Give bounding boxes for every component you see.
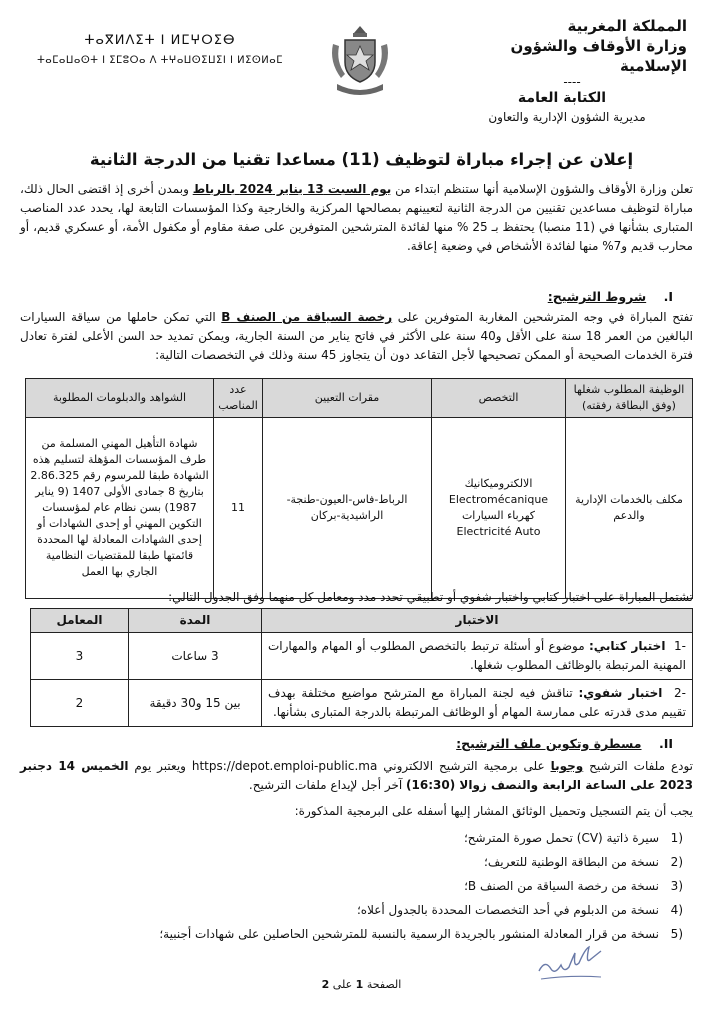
- item-text: نسخة من الدبلوم في أحد التخصصات المحددة بالجدول أعلاه؛: [356, 903, 659, 917]
- table-row: [26, 418, 693, 599]
- item-text: نسخة من البطاقة الوطنية للتعريف؛: [484, 855, 659, 869]
- documents-list: [63, 826, 683, 946]
- conditions-paragraph: [20, 308, 693, 365]
- item-text: نسخة من رخصة السياقة من الصنف B؛: [464, 879, 659, 893]
- license-requirement: رخصة السياقة من الصنف B: [221, 310, 393, 324]
- header-exam: الاختبار: [262, 609, 693, 633]
- table-row: [31, 633, 693, 680]
- application-text-1: تودع ملفات الترشيح: [583, 759, 694, 773]
- specialty-fr-2: Electricité Auto: [456, 525, 541, 538]
- header-duration: المدة: [129, 609, 262, 633]
- header-job: [566, 379, 693, 418]
- exam-oral: [262, 680, 693, 727]
- section-1-number: I.: [663, 289, 673, 304]
- list-item: [63, 922, 683, 946]
- application-paragraph: [20, 757, 693, 795]
- header-diplomas: الشواهد والدبلومات المطلوبة: [26, 379, 214, 418]
- list-item: [63, 874, 683, 898]
- item-number: (5: [670, 927, 683, 941]
- application-url[interactable]: https://depot.emploi-public.ma: [191, 759, 378, 773]
- positions-table: [25, 378, 693, 599]
- header-dashes: ----: [563, 75, 581, 89]
- header-specialty: التخصص: [432, 379, 566, 418]
- exam-description: موضوع أو أسئلة ترتبط بالتخصص المطلوب أو المهام والمهارات المهنية المرتبطة بالوظائف المطلوب شغلها.: [268, 639, 686, 672]
- header-job-label: الوظيفة المطلوب شغلها: [573, 383, 685, 396]
- specialty-ar-1: الالكتروميكانيك: [464, 477, 533, 490]
- list-item: [63, 826, 683, 850]
- mandatory-word: وجوبا: [550, 759, 584, 773]
- exam-table: [30, 608, 693, 727]
- tifinagh-kingdom: ⵜⴰⴳⵍⴷⵉⵜ ⵏ ⵍⵎⵖⵔⵉⴱ: [84, 33, 236, 48]
- exam-table-header: [31, 609, 693, 633]
- intro-text-1: تعلن وزارة الأوقاف والشؤون الإسلامية أنها ستنظم ابتداء من: [391, 182, 693, 196]
- item-number: (3: [670, 879, 683, 893]
- section-1-title: شروط الترشيح:: [547, 289, 647, 304]
- section-2-number: II.: [658, 736, 673, 751]
- conditions-text-1: تفتح المباراة في وجه المترشحين المغاربة المتوفرين على: [392, 310, 693, 324]
- required-docs-intro: يجب أن يتم التسجيل وتحميل الوثائق المشار إليها أسفله على البرمجية المذكورة:: [294, 804, 693, 818]
- deadline: الخميس 14 دجنبر 2023 على الساعة الرابعة والنصف زوالا (16:30): [20, 759, 693, 792]
- ministry-name: وزارة الأوقاف والشؤون الإسلامية: [510, 37, 687, 75]
- intro-paragraph: [20, 180, 693, 256]
- application-text-2: على برمجية الترشيح الالكتروني: [377, 759, 551, 773]
- item-number: (2: [670, 855, 683, 869]
- footer-label: الصفحة: [366, 978, 402, 991]
- header-coef: المعامل: [31, 609, 129, 633]
- cell-job: مكلف بالخدمات الإدارية والدعم: [566, 418, 693, 599]
- announcement-title: إعلان عن إجراء مباراة لتوظيف (11) مساعدا تقنيا من الدرجة الثانية: [89, 150, 634, 169]
- exam-description: تناقش فيه لجنة المباراة مع المترشح مواضيع مختلفة بهدف تقييم مدى قدرته على ممارسة المهام أو الوظائف المرتبطة بالدرجة المتبارى بشأنها.: [268, 686, 686, 719]
- item-text: نسخة من قرار المعادلة المنشور بالجريدة الرسمية بالنسبة للمترشحين الحاصلين على شهادات أجنبية؛: [159, 927, 659, 941]
- exam-label: اختبار شفوي:: [578, 686, 663, 700]
- exam-coef: 3: [31, 633, 129, 680]
- list-item: [63, 898, 683, 922]
- table-row: [31, 680, 693, 727]
- header-tifinagh: [30, 30, 290, 70]
- secretariat-name: الكتابة العامة: [517, 90, 607, 106]
- kingdom-name: المملكة المغربية: [567, 17, 687, 35]
- exam-written: [262, 633, 693, 680]
- exam-duration: بين 15 و30 دقيقة: [129, 680, 262, 727]
- item-number: (4: [670, 903, 683, 917]
- header-arabic: [447, 16, 687, 126]
- cell-specialty: [432, 418, 566, 599]
- royal-emblem-icon: [325, 22, 395, 98]
- specialty-ar-2: كهرباء السيارات: [461, 509, 536, 522]
- header-job-note: (وفق البطاقة رفقته): [582, 399, 676, 412]
- footer-total: 2: [321, 978, 330, 991]
- header-count: عدد المناصب: [214, 379, 263, 418]
- directorate-name: مديرية الشؤون الإدارية والتعاون: [488, 110, 646, 124]
- section-1-heading: [548, 287, 673, 307]
- section-2-title: مسطرة وتكوين ملف الترشيح:: [456, 736, 642, 751]
- specialty-fr-1: Electromécanique: [448, 493, 549, 506]
- conditions-text-2: التي تمكن حاملها من سياقة السيارات البالغين من العمر 18 سنة على الأقل و40 سنة على الأكثر في فاتح يناير من السنة الجارية، ويمكن تمديد حد السن الأعلى لفترة تعادل فترة الخدمات الصحيحة أو الممكن تصحيحها لأجل التقاعد دون أن يتجاوز 45 سنة وذلك في التخصصات التالية:: [20, 310, 693, 362]
- intro-date: يوم السبت 13 يناير 2024 بالرباط: [192, 182, 392, 196]
- header-locations: مقرات التعيين: [263, 379, 432, 418]
- item-number: (1: [670, 831, 683, 845]
- cell-count: 11: [214, 418, 263, 599]
- positions-table-header: [26, 379, 693, 418]
- intro-text-2: وبمدن أخرى إذ اقتضى الحال ذلك، مباراة لتوظيف مساعدين تقنيين من الدرجة الثانية لتعيينهم بمصالحها المركزية والخارجية وكذا المؤسسات التابعة لها، يحدد عدد المناصب المتبارى بشأنها في (11 منصبا) يحتفظ بـ 25 % منها لفائدة المترشحين المتوفرين على صفة مقاوم أو مكفول الأمة، أو عسكري قديم، أو محارب قديم و7% منها لفائدة الأشخاص في وضعية إعاقة.: [19, 182, 694, 253]
- footer-page: 1: [355, 978, 364, 991]
- section-2-heading: [456, 734, 673, 754]
- item-text: سيرة ذاتية (CV) تحمل صورة المترشح؛: [463, 831, 659, 845]
- tifinagh-ministry: ⵜⴰⵎⴰⵡⴰⵙⵜ ⵏ ⵉⵎⵓⵔⴰ ⴷ ⵜⵖⴰⵡⵙⵉⵡⵉⵏ ⵏ ⵍⵉⵙⵍⴰⵎ: [37, 55, 283, 66]
- page-footer: [0, 978, 723, 991]
- cell-locations: الرباط-فاس-العيون-طنجة-الراشيدية-بركان: [263, 418, 432, 599]
- application-text-4: آخر أجل لإيداع ملفات الترشيح.: [248, 778, 407, 792]
- list-item: [63, 850, 683, 874]
- exam-number: -2: [673, 686, 686, 700]
- cell-diplomas: شهادة التأهيل المهني المسلمة من طرف المؤسسات المؤهلة لتسليم هذه الشهادة طبقا للمرسوم رقم 2.86.325 بتاريخ 8 جمادى الأولى 1407 (9 يناير 1987) بسن نظام عام لمؤسسات التكوين المهني أو إحدى الشهادات أو إحدى الشهادات المعادلة لها المحددة قائمتها طبقا للمقتضيات النظامية الجاري بها العمل: [26, 418, 214, 599]
- exam-intro: تشتمل المباراة على اختبار كتابي واختبار شفوي أو تطبيقي تحدد مدد ومعامل كل منهما وفق الجدول التالي:: [168, 590, 693, 604]
- footer-of: على: [332, 978, 353, 991]
- exam-number: -1: [674, 639, 686, 653]
- exam-coef: 2: [31, 680, 129, 727]
- application-text-3: ويعتبر يوم: [128, 759, 192, 773]
- exam-duration: 3 ساعات: [129, 633, 262, 680]
- exam-label: اختبار كتابي:: [588, 639, 666, 653]
